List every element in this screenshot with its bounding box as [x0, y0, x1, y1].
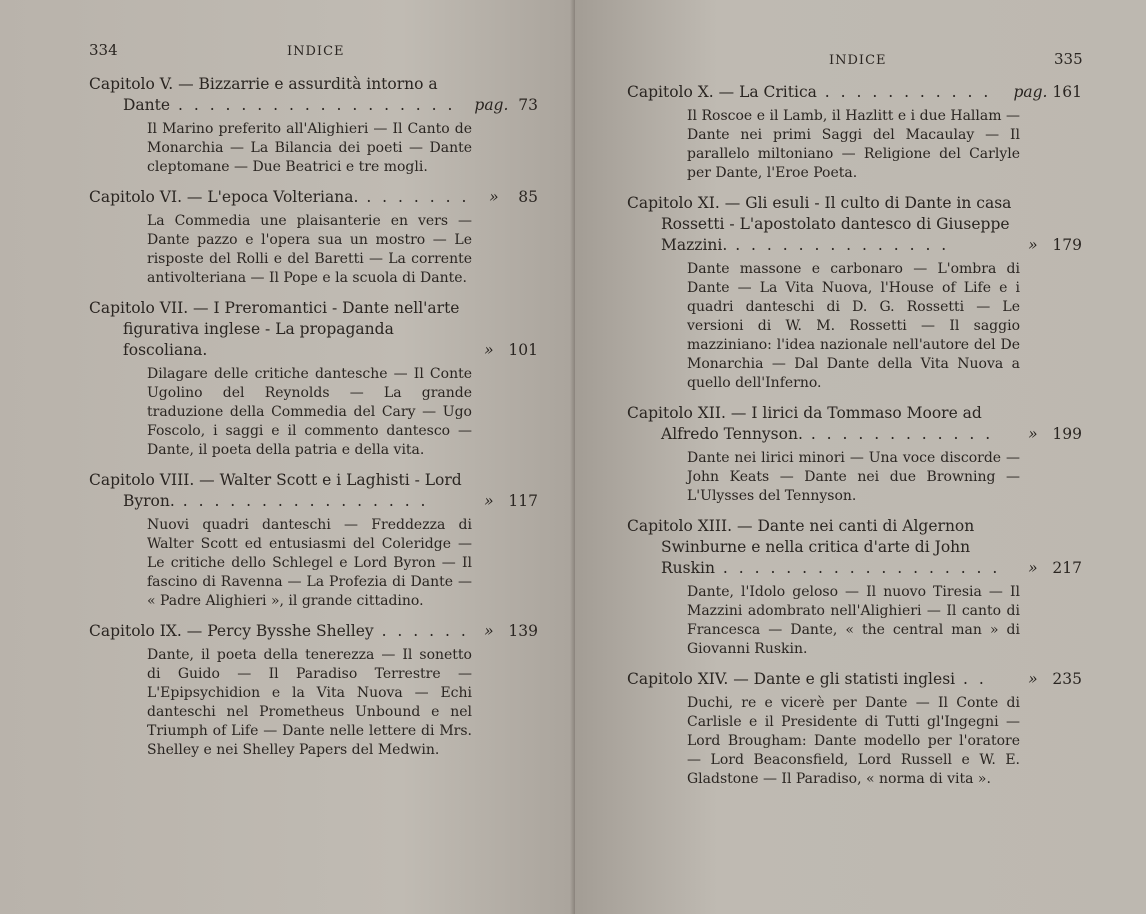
page-ref: 73 — [518, 96, 538, 114]
page-label: » — [484, 622, 494, 640]
chapter-summary: Duchi, re e vicerè per Dante — Il Conte di Carlisle e il Presidente di Tutti gl'Ingegni — Lord Brougham: Dante modello per l'oratore — Lord Beaconsfield, Lord Russell e W. E. Gladstone — Il Paradiso, « norma di vita ». — [687, 695, 1020, 787]
toc-column — [89, 74, 538, 770]
toc-entry — [627, 403, 1082, 506]
toc-entry — [89, 187, 538, 288]
page-number: 335 — [1054, 50, 1083, 68]
page-ref: 101 — [508, 341, 538, 359]
chapter-summary: Il Roscoe e il Lamb, il Hazlitt e i due Hallam — Dante nei primi Saggi del Macaulay — Il parallelo miltoniano — Religione del Carlyle per Dante, l'Eroe Poeta. — [687, 108, 1020, 181]
chapter-heading: Capitolo XI. — Gli esuli - Il culto di Dante in casa Rossetti - L'apostolato dantesco di Giuseppe Mazzini. — [627, 194, 1012, 254]
chapter-summary: Dante massone e carbonaro — L'ombra di Dante — La Vita Nuova, l'House of Life e i quadri danteschi di D. G. Rossetti — Le versioni di W. M. Rossetti — Il saggio mazziniano: l'idea nazionale nell'autore del De Monarchia — Dal Dante della Vita Nuova a quello dell'Inferno. — [687, 261, 1020, 391]
leader-dots: . . . . . . . . . . . . . . . . . . — [714, 559, 1001, 577]
leader-dots: . . — [955, 670, 987, 688]
chapter-heading: Capitolo VI. — L'epoca Volteriana. — [89, 188, 359, 206]
page-ref: 161 — [1052, 83, 1082, 101]
chapter-summary: Nuovi quadri danteschi — Freddezza di Walter Scott ed entusiasmi del Coleridge — Le critiche dello Schlegel e Lord Byron — Il fascino di Ravenna — La Profezia di Dante — « Padre Alighieri », il grande cittadino. — [147, 517, 472, 609]
page-ref: 139 — [508, 622, 538, 640]
chapter-heading: Capitolo XII. — I lirici da Tommaso Moore ad Alfredo Tennyson. — [627, 404, 982, 443]
leader-dots: . . . . . . . . . . . . . . — [727, 236, 950, 254]
page-number: 334 — [89, 41, 118, 59]
toc-entry — [89, 621, 538, 760]
chapter-summary: Dante nei lirici minori — Una voce discorde — John Keats — Dante nei due Browning — L'Ulysses del Tennyson. — [687, 450, 1020, 504]
page-label: pag. — [474, 96, 509, 114]
chapter-heading: Capitolo VIII. — Walter Scott e i Laghisti - Lord Byron. — [89, 471, 462, 510]
page-label: » — [484, 492, 494, 510]
leader-dots: . . . . . . . . . . . — [816, 83, 992, 101]
leader-dots: . . . . . . . . . . . . . . . . — [174, 492, 429, 510]
chapter-heading: Capitolo X. — La Critica — [627, 83, 817, 101]
chapter-summary: Dilagare delle critiche dantesche — Il Conte Ugolino del Reynolds — La grande traduzione della Commedia del Cary — Ugo Foscolo, i saggi e il commento dantesco — Dante, il poeta della patria e della vita. — [147, 366, 472, 458]
page-label: » — [1028, 559, 1038, 577]
page-ref: 235 — [1052, 670, 1082, 688]
toc-entry — [89, 470, 538, 611]
page-label: » — [1028, 425, 1038, 443]
chapter-heading: Capitolo XIII. — Dante nei canti di Algernon Swinburne e nella critica d'arte di John Ruskin — [627, 517, 975, 577]
chapter-summary: Il Marino preferito all'Alighieri — Il Canto de Monarchia — La Bilancia dei poeti — Dante cleptomane — Due Beatrici e tre mogli. — [147, 121, 472, 175]
page-ref: 179 — [1052, 236, 1082, 254]
toc-entry — [89, 74, 538, 177]
page-label: » — [484, 341, 494, 359]
page-ref: 199 — [1052, 425, 1082, 443]
chapter-heading: Capitolo VII. — I Preromantici - Dante nell'arte figurativa inglese - La propaganda foscoliana. — [89, 299, 460, 359]
chapter-summary: Dante, l'Idolo geloso — Il nuovo Tiresia — Il Mazzini adombrato nell'Alighieri — Il canto di Francesca — Dante, « the central man » di Giovanni Ruskin. — [687, 584, 1020, 657]
toc-entry — [627, 193, 1082, 393]
chapter-heading: Capitolo V. — Bizzarrie e assurdità intorno a Dante — [89, 75, 438, 114]
toc-column — [627, 82, 1082, 799]
page-label: » — [1028, 236, 1038, 254]
running-head: INDICE — [829, 53, 887, 68]
page-ref: 85 — [518, 188, 538, 206]
leader-dots: . . . . . . . — [358, 188, 470, 206]
toc-entry — [627, 669, 1082, 789]
chapter-summary: Dante, il poeta della tenerezza — Il sonetto di Guido — Il Paradiso Terrestre — L'Epipsychidion e la Vita Nuova — Echi danteschi nel Prometheus Unbound e nel Triumph of Life — Dante nelle lettere di Mrs. Shelley e nei Shelley Papers del Medwin. — [147, 647, 472, 758]
leader-dots: . . . . . . — [373, 622, 469, 640]
page-label: » — [489, 188, 499, 206]
toc-entry — [627, 82, 1082, 183]
toc-entry — [627, 516, 1082, 659]
page-label: » — [1028, 670, 1038, 688]
chapter-heading: Capitolo IX. — Percy Bysshe Shelley — [89, 622, 374, 640]
toc-entry — [89, 298, 538, 460]
leader-dots: . . . . . . . . . . . . — [802, 425, 994, 443]
page-ref: 117 — [508, 492, 538, 510]
leader-dots: . . . . . . . . . . . . . . . . . . — [170, 96, 456, 114]
chapter-summary: La Commedia une plaisanterie en vers — Dante pazzo e l'opera sua un mostro — Le risposte del Rolli e del Baretti — La corrente antivolteriana — Il Pope e la scuola di Dante. — [147, 213, 472, 286]
page-ref: 217 — [1052, 559, 1082, 577]
running-head: INDICE — [287, 44, 345, 59]
right-page — [575, 0, 1146, 914]
page-label: pag. — [1013, 83, 1048, 101]
chapter-heading: Capitolo XIV. — Dante e gli statisti inglesi — [627, 670, 956, 688]
